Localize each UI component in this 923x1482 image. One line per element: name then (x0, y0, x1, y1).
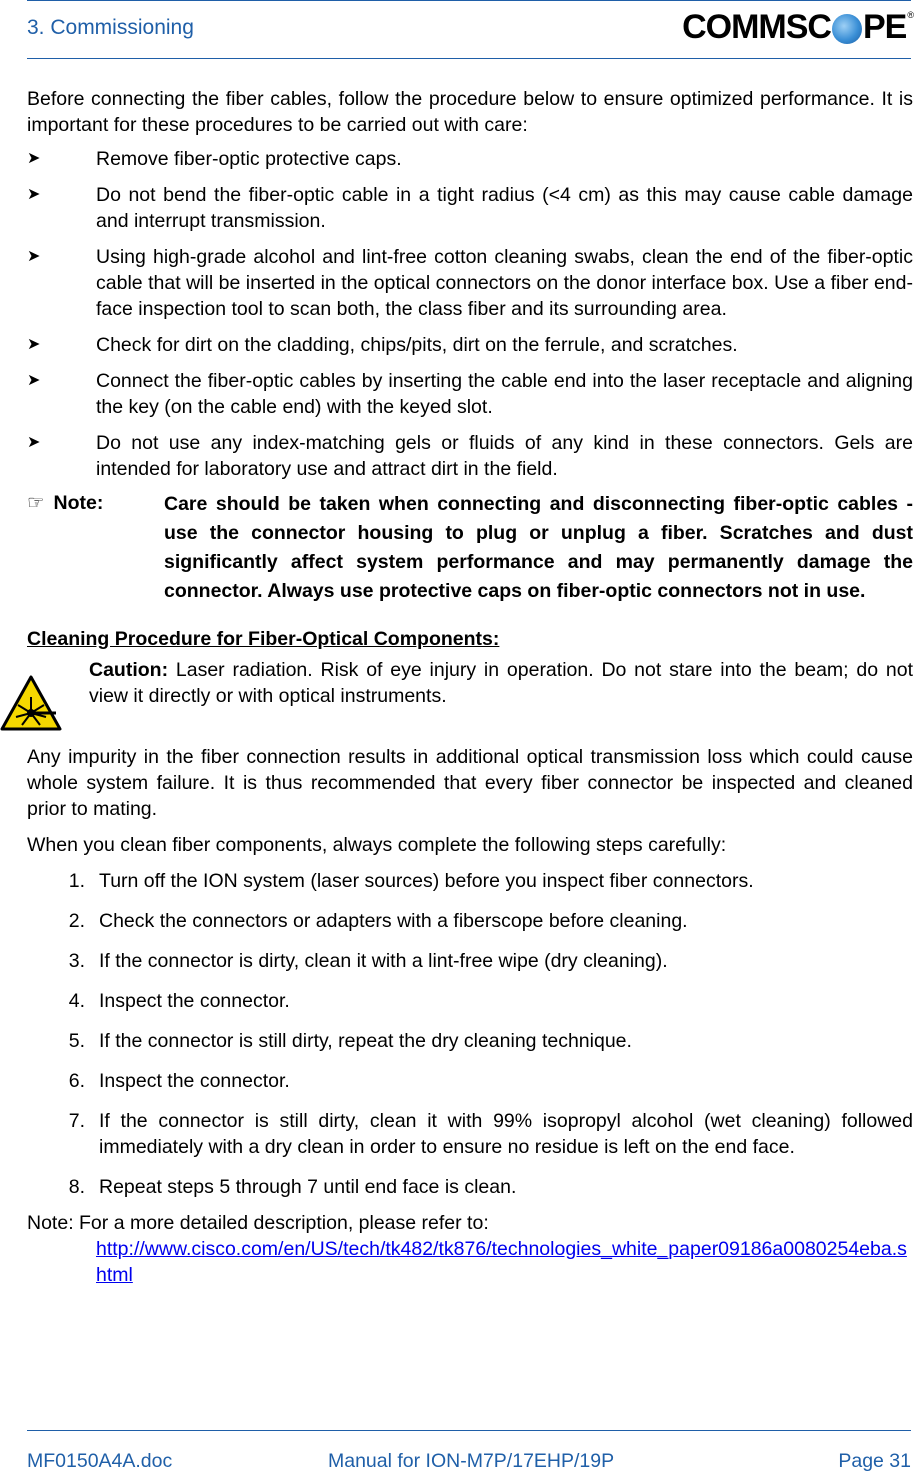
footer-divider (27, 1430, 911, 1431)
list-item-text: Check for dirt on the cladding, chips/pits, dirt on the ferrule, and scratches. (96, 334, 738, 356)
logo-text-prefix: COMMSC (682, 8, 831, 46)
step-number: 2. (68, 910, 85, 932)
step-number: 1. (68, 870, 85, 892)
step-text: If the connector is still dirty, repeat the dry cleaning technique. (99, 1030, 632, 1052)
arrowhead-bullet-icon: ➤ (27, 434, 41, 451)
note-label: Note: (53, 492, 104, 514)
list-item (27, 146, 913, 172)
list-item (27, 368, 913, 420)
note-label-wrap (27, 490, 164, 606)
step-item (27, 868, 913, 894)
impurity-paragraph: Any impurity in the fiber connection results in additional optical transmission loss which could cause whole system failure. It is thus recommended that every fiber connector be inspected and cleaned prior to mating. (27, 746, 913, 820)
cleaning-heading: Cleaning Procedure for Fiber-Optical Components: (27, 628, 500, 650)
step-text: If the connector is dirty, clean it with a lint-free wipe (dry cleaning). (99, 950, 668, 972)
reference-note: Note: For a more detailed description, please refer to: (27, 1212, 489, 1234)
page-header (0, 0, 923, 60)
step-number: 5. (68, 1030, 85, 1052)
note-callout (27, 490, 913, 606)
list-item (27, 430, 913, 482)
list-item (27, 244, 913, 322)
list-item-text: Remove fiber-optic protective caps. (96, 148, 402, 170)
pointing-hand-icon: ☞ (27, 492, 45, 514)
list-item (27, 332, 913, 358)
reference-link[interactable]: http://www.cisco.com/en/US/tech/tk482/tk876/technologies_white_paper09186a0080254eba.shtml (96, 1238, 907, 1286)
arrowhead-bullet-icon: ➤ (27, 336, 41, 353)
commscope-logo (682, 8, 913, 47)
caution-body: Laser radiation. Risk of eye injury in operation. Do not stare into the beam; do not view it directly or with optical instruments. (89, 659, 913, 707)
step-item (27, 908, 913, 934)
step-number: 6. (68, 1070, 85, 1092)
step-item (27, 1028, 913, 1054)
header-divider (27, 58, 911, 59)
caution-label: Caution: (89, 659, 169, 681)
section-title: 3. Commissioning (27, 16, 194, 39)
footer-page-number: Page 31 (838, 1450, 911, 1472)
steps-intro: When you clean fiber components, always complete the following steps carefully: (27, 834, 727, 856)
list-item (27, 182, 913, 234)
footer-manual-title: Manual for ION-M7P/17EHP/19P (328, 1450, 615, 1472)
arrowhead-bullet-icon: ➤ (27, 248, 41, 265)
list-item-text: Using high-grade alcohol and lint-free cotton cleaning swabs, clean the end of the fiber-optic cable that will be inserted in the optical connectors on the donor interface box. Use a fiber end-face inspection tool to scan both, the class fiber and its surrounding area. (96, 246, 913, 320)
precaution-list (27, 146, 913, 482)
page-body (27, 86, 913, 1288)
step-text: Turn off the ION system (laser sources) before you inspect fiber connectors. (99, 870, 754, 892)
caution-callout (27, 657, 913, 738)
step-item (27, 1174, 913, 1200)
step-text: Inspect the connector. (99, 990, 290, 1012)
registered-mark: ® (907, 10, 913, 20)
arrowhead-bullet-icon: ➤ (27, 150, 41, 167)
footer-doc-name: MF0150A4A.doc (27, 1450, 173, 1472)
logo-globe-icon (832, 14, 862, 44)
step-text: If the connector is still dirty, clean it with 99% isopropyl alcohol (wet cleaning) followed immediately with a dry clean in order to ensure no residue is left on the end face. (99, 1110, 913, 1158)
logo-text-suffix: PE (863, 8, 907, 46)
laser-warning-icon (0, 675, 62, 738)
header-top-rule (27, 0, 911, 1)
note-text: Care should be taken when connecting and disconnecting fiber-optic cables - use the connector housing to plug or unplug a fiber. Scratches and dust significantly affect system performance and may permanently damage the connector. Always use protective caps on fiber-optic connectors not in use. (164, 493, 913, 602)
step-text: Check the connectors or adapters with a fiberscope before cleaning. (99, 910, 688, 932)
step-item (27, 948, 913, 974)
intro-paragraph: Before connecting the fiber cables, follow the procedure below to ensure optimized performance. It is important for these procedures to be carried out with care: (27, 88, 913, 136)
step-item (27, 988, 913, 1014)
step-text: Repeat steps 5 through 7 until end face is clean. (99, 1176, 517, 1198)
caution-text (89, 657, 913, 738)
list-item-text: Do not bend the fiber-optic cable in a tight radius (<4 cm) as this may cause cable damage and interrupt transmission. (96, 184, 913, 232)
cleaning-steps-list (27, 868, 913, 1200)
list-item-text: Connect the fiber-optic cables by inserting the cable end into the laser receptacle and aligning the key (on the cable end) with the keyed slot. (96, 370, 913, 418)
arrowhead-bullet-icon: ➤ (27, 372, 41, 389)
step-number: 3. (68, 950, 85, 972)
step-text: Inspect the connector. (99, 1070, 290, 1092)
arrowhead-bullet-icon: ➤ (27, 186, 41, 203)
step-number: 8. (68, 1176, 85, 1198)
list-item-text: Do not use any index-matching gels or fluids of any kind in these connectors. Gels are intended for laboratory use and attract dirt in the field. (96, 432, 913, 480)
step-number: 4. (68, 990, 85, 1012)
step-item (27, 1108, 913, 1160)
step-number: 7. (68, 1110, 85, 1132)
step-item (27, 1068, 913, 1094)
